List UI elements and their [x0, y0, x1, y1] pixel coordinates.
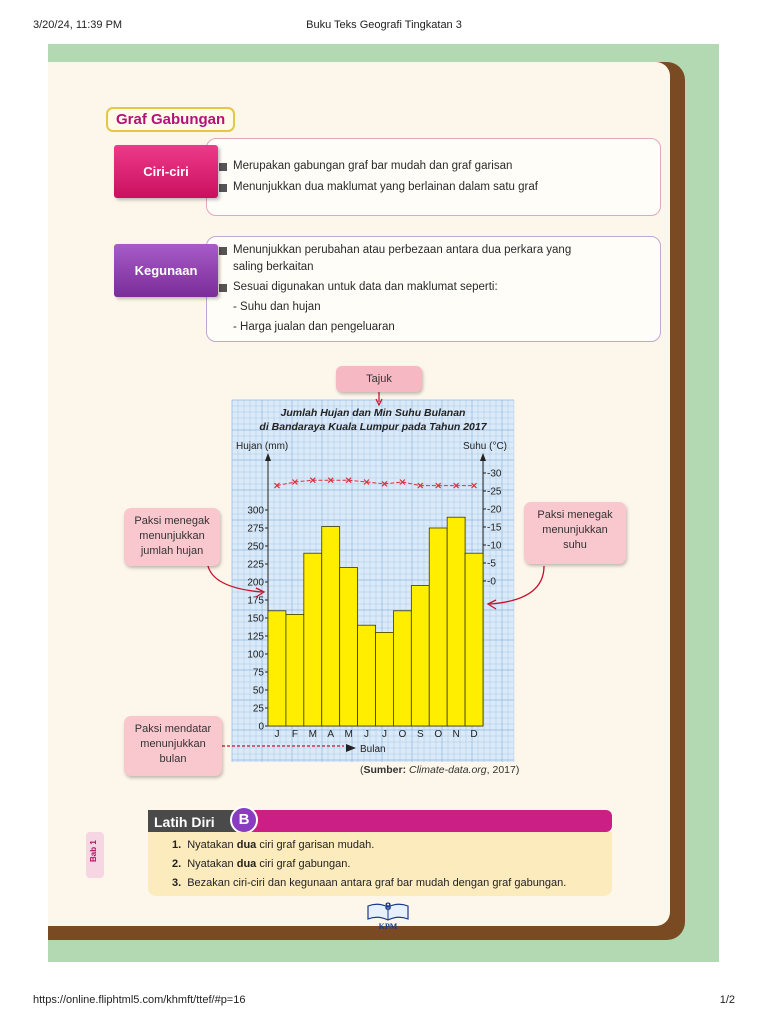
chart-subtitle: di Bandaraya Kuala Lumpur pada Tahun 2017 — [259, 421, 487, 433]
y-tick-label: 200 — [247, 577, 264, 589]
question-item: 3. Bezakan ciri-ciri dan kegunaan antara graf bar mudah dengan graf gabungan. — [172, 877, 567, 889]
callout-x-axis: Paksi mendatar menunjukkan bulan — [124, 716, 222, 776]
y2-tick-label: -20 — [487, 504, 502, 516]
bar — [429, 528, 447, 726]
y2-axis-label: Suhu (°C) — [462, 441, 507, 452]
print-page-count: 1/2 — [719, 994, 735, 1006]
y-tick-label: 275 — [247, 523, 264, 535]
x-tick-label: O — [434, 729, 443, 740]
question-item: 2. Nyatakan dua ciri graf gabungan. — [172, 858, 351, 870]
bar — [268, 611, 286, 726]
kegunaan-line: - Suhu dan hujan — [233, 301, 321, 313]
x-tick-label: J — [274, 729, 280, 740]
latih-diri-label: Latih Diri — [148, 810, 236, 834]
y2-tick-label: -25 — [487, 486, 502, 498]
bar — [340, 568, 358, 726]
kegunaan-line: Menunjukkan perubahan atau perbezaan antara dua perkara yang — [233, 244, 571, 256]
x-tick-label: D — [470, 729, 478, 740]
y2-tick-label: -10 — [487, 540, 502, 552]
publisher-label: KPM — [378, 922, 398, 931]
chart-title: Jumlah Hujan dan Min Suhu Bulanan — [280, 407, 466, 419]
x-tick-label: M — [344, 729, 353, 740]
y2-tick-label: -0 — [487, 576, 496, 588]
kegunaan-line: Sesuai digunakan untuk data dan maklumat seperti: — [233, 281, 498, 293]
bar — [465, 553, 483, 726]
bar — [393, 611, 411, 726]
bar — [411, 586, 429, 726]
page-number-badge — [366, 900, 410, 934]
y-tick-label: 25 — [252, 703, 264, 715]
kegunaan-label: Kegunaan — [114, 244, 218, 297]
x-tick-label: A — [327, 729, 335, 740]
x-tick-label: M — [308, 729, 317, 740]
y-tick-label: 175 — [247, 595, 264, 607]
x-tick-label: S — [416, 729, 424, 740]
section-title: Graf Gabungan — [106, 107, 235, 132]
ciri-label: Ciri-ciri — [114, 145, 218, 198]
chapter-side-tab: Bab 1 — [86, 832, 104, 878]
y-axis-label: Hujan (mm) — [236, 441, 289, 452]
bar — [304, 553, 322, 726]
bar — [376, 632, 394, 726]
y-tick-label: 300 — [247, 505, 264, 517]
y-tick-label: 225 — [247, 559, 264, 571]
print-date: 3/20/24, 11:39 PM — [33, 19, 123, 31]
page-number: 8 — [384, 901, 392, 913]
y-tick-label: 0 — [258, 721, 264, 733]
y-tick-label: 50 — [252, 685, 264, 697]
latih-diri-box — [148, 832, 612, 896]
ciri-line: Menunjukkan dua maklumat yang berlainan dalam satu graf — [233, 181, 538, 193]
x-tick-label: F — [291, 729, 298, 740]
y2-tick-label: -30 — [487, 468, 502, 480]
y-tick-label: 75 — [252, 667, 264, 679]
x-tick-label: J — [381, 729, 387, 740]
chart-source: (Sumber: Climate-data.org, 2017) — [360, 764, 520, 776]
callout-right-axis: Paksi menegak menunjukkan suhu — [524, 502, 626, 564]
latih-diri-badge: B — [230, 806, 258, 834]
y-tick-label: 250 — [247, 541, 264, 553]
y-tick-label: 100 — [247, 649, 264, 661]
print-title: Buku Teks Geografi Tingkatan 3 — [306, 19, 462, 31]
x-tick-label: J — [364, 729, 370, 740]
x-axis-label: Bulan — [360, 744, 386, 755]
x-tick-label: N — [452, 729, 460, 740]
ciri-line: Merupakan gabungan graf bar mudah dan graf garisan — [233, 160, 512, 172]
kegunaan-line: saling berkaitan — [233, 261, 314, 273]
y2-tick-label: -15 — [487, 522, 502, 534]
bar — [286, 614, 304, 726]
bar — [358, 625, 376, 726]
print-url: https://online.fliphtml5.com/khmft/ttef/#p=16 — [33, 994, 246, 1006]
bar — [447, 517, 465, 726]
y-tick-label: 150 — [247, 613, 264, 625]
x-tick-label: O — [398, 729, 407, 740]
y-tick-label: 125 — [247, 631, 264, 643]
callout-tajuk: Tajuk — [336, 366, 422, 392]
y2-tick-label: -5 — [487, 558, 496, 570]
question-item: 1. Nyatakan dua ciri graf garisan mudah. — [172, 839, 375, 851]
callout-left-axis: Paksi menegak menunjukkan jumlah hujan — [124, 508, 220, 566]
kegunaan-line: - Harga jualan dan pengeluaran — [233, 321, 395, 333]
bar — [322, 527, 340, 726]
